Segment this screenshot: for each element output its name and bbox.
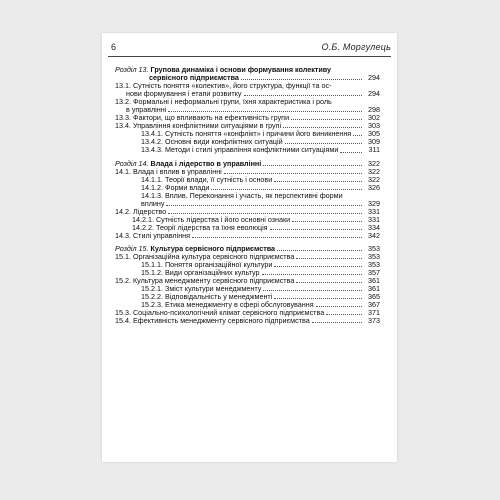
header-rule [108,56,391,57]
page-ref: 294 [368,73,380,83]
dot-leader [263,290,362,291]
entry-text: 15.2.3. Етика менеджменту в сфері обслуговування [141,300,314,310]
dot-leader [340,152,362,153]
section-label: Розділ 13. [115,65,149,74]
dot-leader [285,143,362,144]
toc-entry [115,232,380,240]
entry-text: 13.4. Управління конфліктними ситуаціями в групі [115,121,282,131]
dot-leader [166,205,362,206]
entry-text: 15.1.2. Види організаційних культур [141,268,260,278]
toc-subentry [115,146,380,154]
dot-leader [296,282,362,283]
dot-leader [168,213,362,214]
page-ref: 357 [368,268,380,278]
entry-text: 15.2.1. Зміст культури менеджменту [141,284,262,294]
entry-text: 14.1.2. Форми влади [141,182,210,192]
page-ref: 322 [368,158,380,168]
dot-leader [274,298,362,299]
dot-leader [291,119,362,120]
page-ref: 322 [368,174,380,184]
table-of-contents [115,66,380,325]
page-ref: 367 [368,300,380,310]
entry-text: 15.2.2. Відповідальність у менеджменті [141,292,273,302]
dot-leader [312,322,362,323]
running-author: О.Б. Моргулець [321,42,391,52]
dot-leader [262,274,362,275]
entry-text: 14.1. Влада і вплив в управлінні [115,166,222,176]
page-ref: 361 [368,276,380,286]
page-ref: 331 [368,214,380,224]
dot-leader [274,181,362,182]
entry-text: 13.4.1. Сутність поняття «конфлікт» і причини його виникнення [141,129,352,139]
entry-text: 13.4.3. Методи і стилі управління конфліктними ситуаціями [141,145,339,155]
dot-leader [316,306,362,307]
section-title: Влада і лідерство в управлінні [150,158,262,168]
entry-text-continued: нови формування і етапи розвитку [126,89,242,99]
toc-entry [115,82,380,98]
toc-section-15 [115,245,380,325]
dot-leader [296,258,362,259]
toc-entry [115,317,380,325]
entry-text-continued: вплину [141,198,165,208]
page-ref: 353 [368,260,380,270]
page-ref: 331 [368,206,380,216]
page-ref: 309 [368,137,380,147]
entry-text: 14.1.3. Вплив. Переконання і участь, як перспективні форми [141,190,343,200]
page-ref: 353 [368,252,380,262]
entry-text-continued: в управлінні [126,105,167,115]
page-ref: 294 [368,89,380,99]
entry-text: 15.1.1. Поняття організаційної культури [141,260,273,270]
toc-subentry [115,192,380,208]
page-ref: 334 [368,222,380,232]
page-ref: 371 [368,308,380,318]
dot-leader [283,127,362,128]
dot-leader [353,135,362,136]
dot-leader [192,237,362,238]
toc-section-13 [115,66,380,155]
dot-leader [326,314,362,315]
toc-entry [115,98,380,114]
dot-leader [168,111,362,112]
page-ref: 298 [368,105,380,115]
dot-leader [274,266,362,267]
page-ref: 303 [368,121,380,131]
page-ref: 373 [368,316,380,326]
page-ref: 361 [368,284,380,294]
entry-text: 14.1.1. Теорії влади, її сутність і основи [141,174,273,184]
page-ref: 365 [368,292,380,302]
entry-text: 14.2. Лідерство [115,206,167,216]
entry-text: 13.3. Фактори, що впливають на ефективність групи [115,113,290,123]
page-ref: 353 [368,243,380,253]
page-ref: 305 [368,129,380,139]
section-label: Розділ 15. [115,243,149,253]
section-title: Групова динаміка і основи формування колективу [150,65,331,74]
book-page [102,33,397,462]
entry-text: 14.2.2. Теорії лідерства та їхня еволюція [132,222,268,232]
dot-leader [277,250,362,251]
entry-text: 13.2. Формальні і неформальні групи, їхня характеристика і роль [115,97,332,107]
page-ref: 329 [368,198,380,208]
entry-text: 15.2. Культура менеджменту сервісного підприємства [115,276,295,286]
page-ref: 302 [368,113,380,123]
dot-leader [211,189,362,190]
page-number: 6 [111,42,117,52]
page-ref: 322 [368,166,380,176]
entry-text: 13.4.2. Основні види конфліктних ситуацій [141,137,283,147]
page-ref: 342 [368,230,380,240]
section-label: Розділ 14. [115,158,149,168]
dot-leader [263,165,362,166]
dot-leader [244,95,362,96]
toc-section-14 [115,160,380,240]
section-title: Культура сервісного підприємства [150,243,276,253]
entry-text: 15.4. Ефективність менеджменту сервісного підприємства [115,316,310,326]
entry-text: 13.1. Сутність поняття «колектив», його структура, функції та ос- [115,81,332,91]
page-ref: 326 [368,182,380,192]
entry-text: 15.1. Організаційна культура сервісного підприємства [115,252,295,262]
dot-leader [241,79,362,80]
page-ref: 311 [368,145,380,155]
dot-leader [270,229,362,230]
entry-text: 15.3. Соціально-психологічний клімат сервісного підприємства [115,308,325,318]
section-title-continued: сервісного підприємства [149,73,239,83]
dot-leader [224,173,362,174]
entry-text: 14.2.1. Сутність лідерства і його основні ознаки [132,214,291,224]
entry-text: 14.3. Стилі управління [115,230,191,240]
dot-leader [292,221,362,222]
